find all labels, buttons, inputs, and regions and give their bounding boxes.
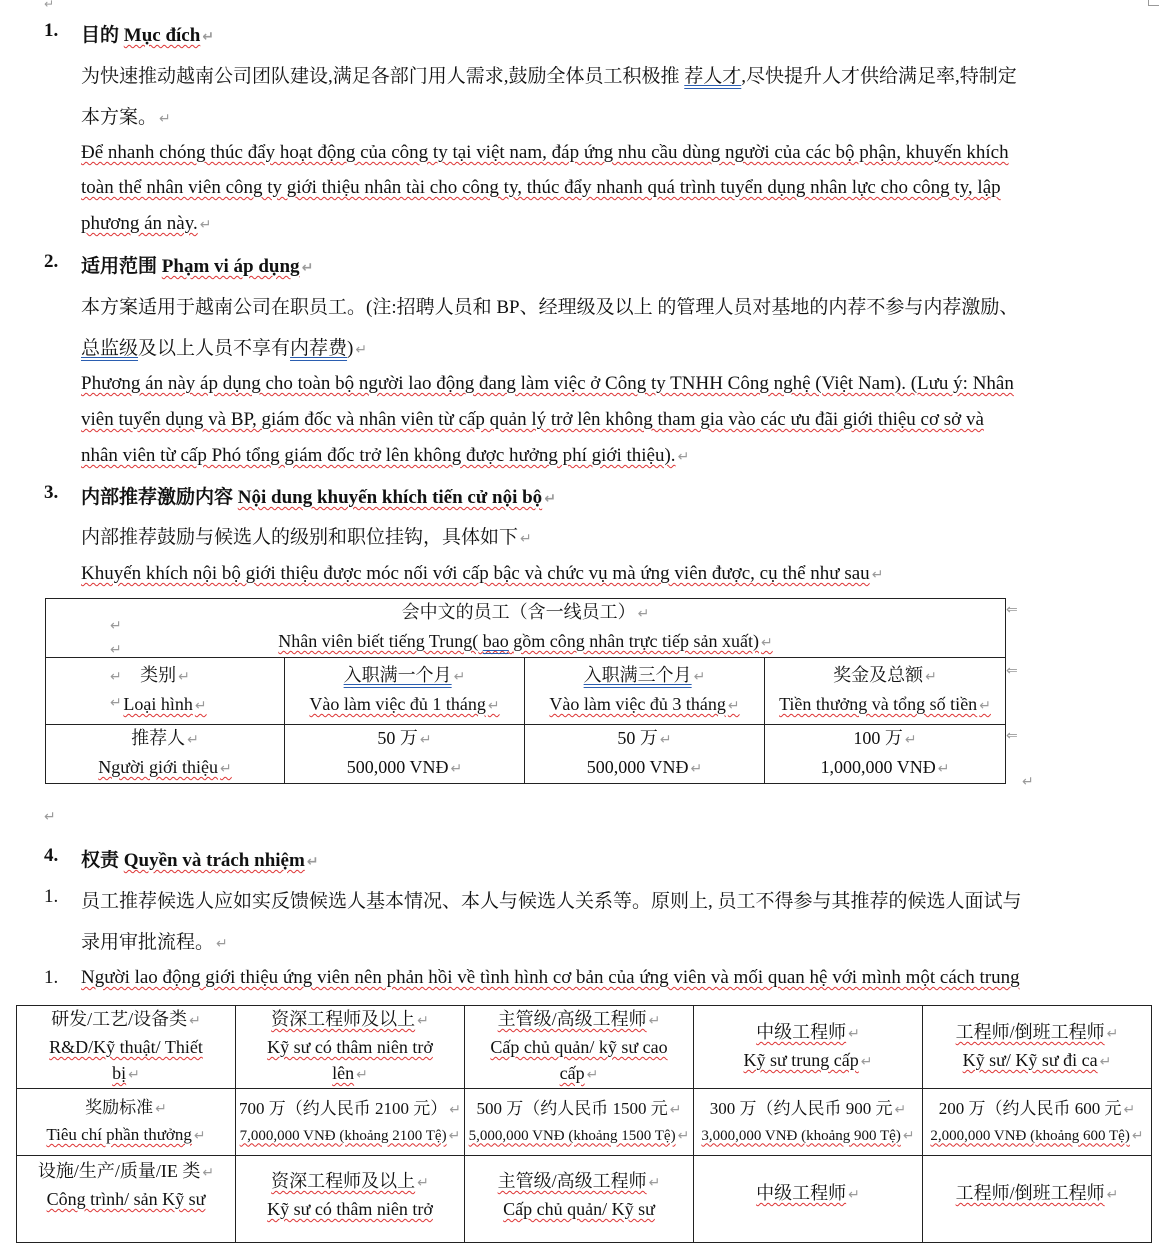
section-1-vn-line-3: phương án này. ↵ [81,213,212,234]
section-1-cn-line-1: 为快速推动越南公司团队建设,满足各部门用人需求,鼓励全体员工积极推 荐人才,尽快提升人才供给满足率,特制定 [81,66,1017,87]
table1-header-cell: ↵ ↵ 会中文的员工（含一线员工） ↵ Nhân viên biết tiếng Trung( bao gồm công nhân trực tiếp sản xuất) ↵ [46,599,1006,658]
row-end-mark: ⇐ [1006,663,1018,679]
table2-facility-senior: 资深工程师及以上 ↵ Kỹ sư có thâm niên trở [236,1156,465,1243]
table2-reward-senior: 700 万（约人民币 2100 元） ↵ 7,000,000 VNĐ (khoảng 2100 Tệ) ↵ [236,1089,465,1156]
section-2-vn-line-1: Phương án này áp dụng cho toàn bộ người lao động đang làm việc ở Công ty TNHH Công nghệ (Việt Nam). (Lưu ý: Nhân [81,373,1014,394]
table2-level-engineer: 工程师/倒班工程师 ↵ Kỹ sư/ Kỹ sư đi ca ↵ [923,1006,1152,1089]
table2-category-rd: 研发/工艺/设备类 ↵ R&D/Kỹ thuật/ Thiết bị ↵ [17,1006,236,1089]
section-2-number: 2. [44,251,59,272]
section-1-number: 1. [44,20,59,41]
section-1-vn-line-1: Để nhanh chóng thúc đẩy hoạt động của công ty tại việt nam, đáp ứng nhu cầu dùng người của các bộ phận, khuyến khích [81,142,1009,163]
table2-reward-supervisor: 500 万（约人民币 1500 元 ↵ 5,000,000 VNĐ (khoảng 1500 Tệ) ↵ [465,1089,694,1156]
table2-reward-standard-label: 奖励标准 ↵ Tiêu chí phần thưởng ↵ [17,1089,236,1156]
paragraph-mark: ↵ [44,0,55,11]
table2-level-senior: 资深工程师及以上 ↵ Kỹ sư có thâm niên trở lên ↵ [236,1006,465,1089]
item-2-vn-line-1: Người lao động giới thiệu ứng viên nên phản hồi về tình hình cơ bản của ứng viên và mối quan hệ với mình một cách trung [81,967,1020,988]
section-2-cn-line-1: 本方案适用于越南公司在职员工。(注:招聘人员和 BP、经理级及以上 的管理人员对基地的内荐不参与内荐激励、 [81,297,1019,318]
section-3-cn-para: 内部推荐鼓励与候选人的级别和职位挂钩，具体如下 ↵ [81,527,532,548]
table1-value-3month: 50 万 ↵ 500,000 VNĐ ↵ [525,725,765,784]
table2-reward-mid: 300 万（约人民币 900 元 ↵ 3,000,000 VNĐ (khoảng 900 Tệ) ↵ [694,1089,923,1156]
item-1-number: 1. [44,886,59,907]
table1-row-referrer-label: 推荐人 ↵ Người giới thiệu ↵ [46,725,285,784]
page-corner-mark [1148,0,1159,6]
paragraph-mark: ↵ [44,809,56,825]
table2-level-supervisor: 主管级/高级工程师 ↵ Cấp chủ quản/ kỹ sư cao cấp ↵ [465,1006,694,1089]
table1-col-3month-header: 入职满三个月 ↵ Vào làm việc đủ 3 tháng ↵ [525,658,765,725]
section-1-heading: 目的 Mục đích ↵ [81,25,215,46]
table1-value-1month: 50 万 ↵ 500,000 VNĐ ↵ [285,725,525,784]
table2-level-mid: 中级工程师 ↵ Kỹ sư trung cấp ↵ [694,1006,923,1089]
paragraph-mark: ↵ [1022,774,1034,790]
section-3-heading: 内部推荐激励内容 Nội dung khuyến khích tiến cử nội bộ ↵ [81,487,556,508]
referral-reward-table [45,598,1006,784]
engineer-reward-table [16,1005,1152,1243]
table1-col-total-header: 奖金及总额 ↵ Tiền thưởng và tổng số tiền ↵ [765,658,1006,725]
item-1-cn-line-1: 员工推荐候选人应如实反馈候选人基本情况、本人与候选人关系等。原则上, 员工不得参与其推荐的候选人面试与 [81,891,1022,912]
section-1-vn-line-2: toàn thể nhân viên công ty giới thiệu nhân tài cho công ty, thúc đẩy nhanh quá trình tuyển dụng nhân lực cho công ty, lập [81,177,1001,198]
row-end-mark: ⇐ [1006,728,1018,744]
section-3-number: 3. [44,482,59,503]
section-4-heading: 权责 Quyền và trách nhiệm ↵ [81,850,319,871]
section-3-vn-para: Khuyến khích nội bộ giới thiệu được móc nối với cấp bậc và chức vụ mà ứng viên được, cụ thể như sau ↵ [81,563,884,584]
section-2-vn-line-3: nhân viên từ cấp Phó tổng giám đốc trở lên không được hưởng phí giới thiệu). ↵ [81,445,690,466]
item-1-cn-line-2: 录用审批流程。 ↵ [81,932,228,953]
row-end-mark: ⇐ [1006,602,1018,618]
table1-value-total: 100 万 ↵ 1,000,000 VNĐ ↵ [765,725,1006,784]
table2-facility-mid: 中级工程师 ↵ [694,1156,923,1243]
table2-facility-supervisor: 主管级/高级工程师 ↵ Cấp chủ quản/ Kỹ sư [465,1156,694,1243]
section-4-number: 4. [44,845,59,866]
section-2-heading: 适用范围 Phạm vi áp dụng ↵ [81,256,314,277]
table2-facility-engineer: 工程师/倒班工程师 ↵ [923,1156,1152,1243]
section-2-vn-line-2: viên tuyển dụng và BP, giám đốc và nhân viên từ cấp quản lý trở lên không tham gia vào các ưu đãi giới thiệu cơ sở và [81,409,984,430]
table2-category-facility: 设施/生产/质量/IE 类 ↵ Công trình/ sản Kỹ sư [17,1156,236,1243]
table2-reward-engineer: 200 万（约人民币 600 元 ↵ 2,000,000 VNĐ (khoảng 600 Tệ) ↵ [923,1089,1152,1156]
table1-col-1month-header: 入职满一个月 ↵ Vào làm việc đủ 1 tháng ↵ [285,658,525,725]
section-1-cn-line-2: 本方案。 ↵ [81,107,171,128]
table1-type-header: ↵ ↵ 类别 ↵ Loại hình ↵ [46,658,285,725]
section-2-cn-line-2: 总监级及以上人员不享有内荐费) ↵ [81,338,368,359]
item-2-number: 1. [44,967,59,988]
